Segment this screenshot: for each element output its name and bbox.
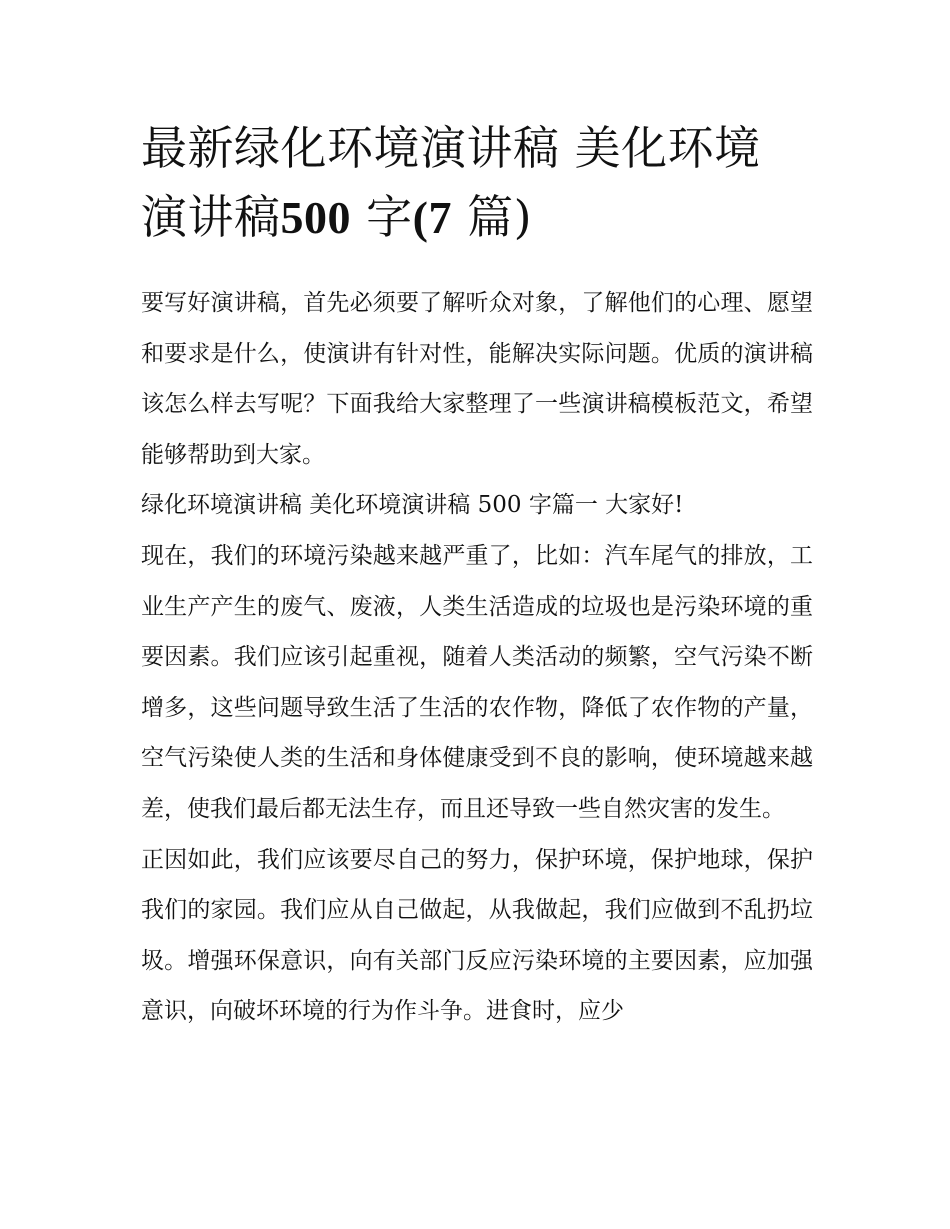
title-count: (7 bbox=[412, 192, 452, 243]
title-line-2-char: 字 bbox=[366, 190, 413, 244]
document-title bbox=[141, 114, 813, 252]
title-line-2-prefix: 演讲稿 bbox=[141, 190, 281, 244]
title-number: 500 bbox=[280, 192, 351, 243]
document-body bbox=[141, 278, 813, 1037]
document-content bbox=[141, 114, 813, 1037]
title-line-1: 最新绿化环境演讲稿 美化环境 bbox=[141, 121, 761, 175]
body-paragraph: 正因如此，我们应该要尽自己的努力，保护环境，保护地球，保护我们的家园。我们应从自己做起，从我做起，我们应做到不乱扔垃圾。增强环保意识，向有关部门反应污染环境的主要因素，应加强意识，向破坏环境的行为作斗争。进食时，应少 bbox=[141, 846, 813, 1025]
intro-paragraph: 要写好演讲稿，首先必须要了解听众对象，了解他们的心理、愿望和要求是什么，使演讲有针对性，能解决实际问题。优质的演讲稿该怎么样去写呢？下面我给大家整理了一些演讲稿模板范文，希望能够帮助到大家。 bbox=[141, 290, 813, 468]
title-line-2-suffix: 篇) bbox=[467, 190, 533, 244]
section-heading-paragraph: 绿化环境演讲稿 美化环境演讲稿 500 字篇一 大家好! bbox=[141, 492, 684, 519]
body-paragraph: 现在，我们的环境污染越来越严重了，比如：汽车尾气的排放，工业生产产生的废气、废液，人类生活造成的垃圾也是污染环境的重要因素。我们应该引起重视，随着人类活动的频繁，空气污染不断增多，这些问题导致生活了生活的农作物，降低了农作物的产量，空气污染使人类的生活和身体健康受到不良的影响，使环境越来越差，使我们最后都无法生存，而且还导致一些自然灾害的发生。 bbox=[141, 542, 813, 822]
